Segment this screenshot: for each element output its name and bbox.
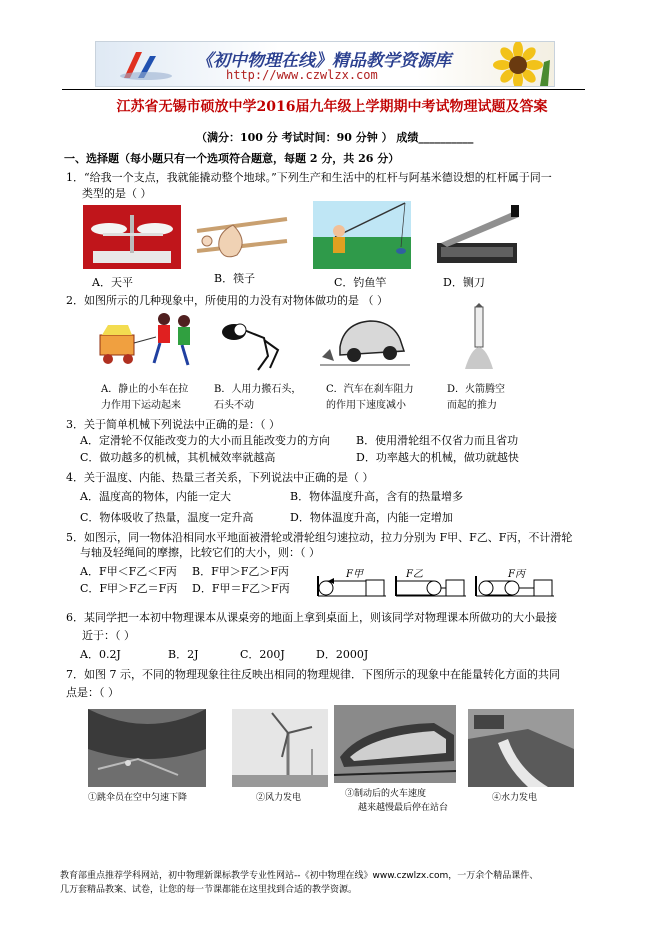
q6-option-d: D．2000J [316, 648, 369, 661]
q5-option-d: D．F甲＝F乙＞F丙 [192, 582, 290, 595]
q5-label-2: F乙 [406, 569, 423, 580]
section-heading: 一、选择题（每小题只有一个选项符合题意，每题 2 分，共 26 分） [64, 152, 400, 165]
balance-scale-image [83, 205, 181, 269]
exam-info: （满分：100 分 考试时间：90 分钟 ） 成绩__________ [196, 131, 474, 144]
q3-option-d: D．功率越大的机械，做功就越快 [356, 451, 519, 464]
q5-option-a: A．F甲＜F乙＜F丙 [80, 565, 177, 578]
q5-line1: 5．如图示，同一物体沿相同水平地面被滑轮或滑轮组匀速拉动，拉力分别为 F甲、F乙、F丙，不计滑轮 [66, 531, 573, 544]
footer-line1: 教育部重点推荐学科网站，初中物理新课标教学专业性网站--《初中物理在线》www.czwlzx.com，一万余个精品课件、 [60, 871, 539, 881]
sunflower-icon [488, 42, 554, 86]
q3-option-a: A．定滑轮不仅能改变力的大小而且能改变力的方向 [80, 434, 330, 447]
q4-option-d: D．物体温度升高，内能一定增加 [290, 511, 453, 524]
q4-line1: 4．关于温度、内能、热量三者关系，下列说法中正确的是（ ） [66, 471, 374, 484]
q7-caption-2: ②风力发电 [256, 793, 302, 803]
q4-option-a: A．温度高的物体，内能一定大 [80, 490, 231, 503]
q2-caption-c-line2: 的作用下速度减小 [326, 400, 406, 411]
site-logo-icon [116, 46, 176, 82]
q1-option-a: A．天平 [92, 276, 133, 289]
chopsticks-image [193, 211, 291, 269]
q1-line2: 类型的是（ ） [82, 187, 152, 200]
q4-option-b: B．物体温度升高，含有的热量增多 [290, 490, 464, 503]
q4-option-c: C．物体吸收了热量，温度一定升高 [80, 511, 254, 524]
q5-label-1: F甲 [346, 569, 363, 580]
document-title: 江苏省无锡市硕放中学2016届九年级上学期期中考试物理试题及答案 [116, 99, 548, 115]
q1-option-b: B．筷子 [214, 272, 256, 285]
banner-url[interactable]: http://www.czwlzx.com [226, 68, 378, 82]
header-rule [62, 89, 585, 90]
q3-line1: 3．关于简单机械下列说法中正确的是：（ ） [66, 418, 280, 431]
q2-caption-a-line2: 力作用下运动起来 [101, 400, 181, 411]
q7-caption-4: ④水力发电 [492, 793, 538, 803]
q7-caption-3: ③制动后的火车速度 [345, 789, 427, 799]
footer-line2: 几万套精品教案、试卷，让您的每一节课都能在这里找到合适的教学资源。 [60, 885, 358, 895]
q5-label-3: F丙 [508, 569, 525, 580]
wind-turbine-image [232, 709, 328, 787]
q5-line2: 与轴及轻绳间的摩擦，比较它们的大小，则：（ ） [80, 546, 320, 559]
banner-title: 《初中物理在线》精品教学资源库 [196, 51, 451, 71]
q5-option-c: C．F甲＞F乙＝F丙 [80, 582, 178, 595]
fishing-rod-image [313, 201, 411, 269]
hydropower-image [468, 709, 574, 787]
pulling-cart-image [98, 309, 200, 369]
train-image [334, 705, 456, 783]
pushing-stone-image [218, 316, 288, 372]
q6-option-a: A．0.2J [80, 648, 121, 661]
q2-line1: 2．如图所示的几种现象中，所使用的力没有对物体做功的是 （ ） [66, 294, 388, 307]
parachutist-image [88, 709, 206, 787]
q2-caption-c-line1: C．汽车在刹车阻力 [326, 384, 414, 395]
q6-option-b: B．2J [168, 648, 199, 661]
guillotine-cutter-image [431, 203, 523, 269]
q2-caption-b-line2: 石头不动 [214, 400, 254, 411]
q7-caption-1: ①跳伞员在空中匀速下降 [88, 793, 188, 803]
q2-caption-a-line1: A．静止的小车在拉 [101, 384, 189, 395]
rocket-launch-image [461, 303, 497, 373]
q6-line2: 近于：（ ） [82, 629, 135, 642]
q2-caption-b-line1: B．人用力搬石头， [214, 384, 302, 395]
q7-caption-3-line2: 越来越慢最后停在站台 [358, 803, 449, 813]
q7-line2: 点是：（ ） [66, 686, 119, 699]
q1-option-c: C．钓鱼竿 [334, 276, 387, 289]
q1-line1: 1．“给我一个支点，我就能撬动整个地球。”下列生产和生活中的杠杆与阿基米德设想的杠杆属于同一 [66, 171, 552, 184]
q3-option-c: C．做功越多的机械，其机械效率就越高 [80, 451, 276, 464]
q7-line1: 7．如图 7 示，不同的物理现象往往反映出相同的物理规律．下图所示的现象中在能量转化方面的共同 [66, 668, 560, 681]
q1-option-d: D．铡刀 [443, 276, 485, 289]
header-banner [95, 41, 555, 87]
q3-option-b: B．使用滑轮组不仅省力而且省功 [356, 434, 519, 447]
q6-option-c: C．200J [240, 648, 285, 661]
q2-caption-d-line2: 而起的推力 [447, 400, 497, 411]
q6-line1: 6．某同学把一本初中物理课本从课桌旁的地面上拿到桌面上，则该同学对物理课本所做功的大小最接 [66, 611, 557, 624]
q2-caption-d-line1: D．火箭腾空 [447, 384, 506, 395]
q5-option-b: B．F甲＞F乙＞F丙 [192, 565, 289, 578]
braking-car-image [320, 309, 410, 371]
